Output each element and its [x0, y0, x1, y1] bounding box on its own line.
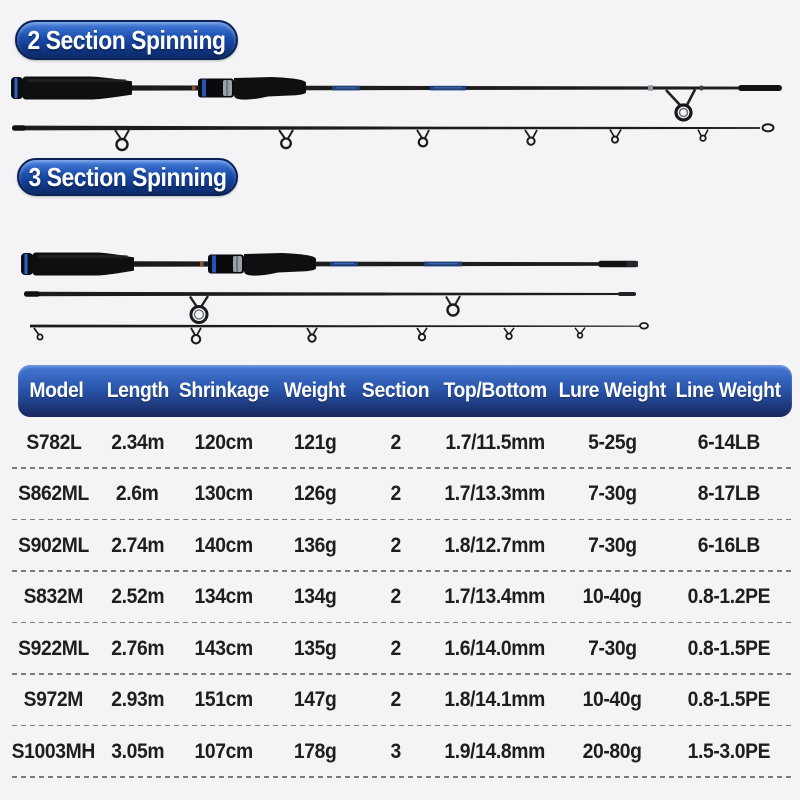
cell-top-bottom: 1.9/14.8mm	[444, 739, 546, 763]
cell-weight: 136g	[293, 533, 337, 557]
rod-middle-section	[24, 291, 636, 322]
cell-top-bottom: 1.6/14.0mm	[444, 636, 546, 660]
column-header-weight: Weight	[284, 379, 346, 402]
cell-line-weight: 1.5-3.0PE	[687, 739, 770, 763]
tip-top-guide	[640, 323, 648, 329]
butt-cap-blue-ring	[15, 78, 18, 98]
column-header-length: Length	[106, 379, 169, 402]
cell-top-bottom: 1.8/14.1mm	[444, 688, 546, 712]
rod-tip-section	[12, 124, 774, 150]
cell-lure-weight: 7-30g	[588, 482, 637, 506]
two-section-banner-label: 2 Section Spinning	[27, 24, 226, 55]
cell-shrinkage: 143cm	[194, 636, 254, 660]
cell-line-weight: 0.8-1.5PE	[687, 688, 770, 712]
cell-model: S862ML	[18, 482, 89, 506]
cell-model: S902ML	[18, 533, 89, 557]
cell-weight: 178g	[293, 739, 337, 763]
column-header-shrinkage: Shrinkage	[178, 379, 270, 402]
cell-top-bottom: 1.8/12.7mm	[444, 533, 546, 557]
cell-section: 2	[390, 482, 402, 506]
cell-shrinkage: 120cm	[194, 430, 254, 454]
cell-section: 3	[390, 739, 402, 763]
cell-length: 2.74m	[111, 533, 164, 557]
table-row	[12, 417, 792, 469]
cell-shrinkage: 107cm	[194, 739, 254, 763]
cell-line-weight: 8-17LB	[697, 482, 760, 506]
two-section-rod-image	[0, 66, 800, 158]
three-section-banner	[17, 158, 238, 196]
cell-length: 2.76m	[111, 636, 164, 660]
cell-lure-weight: 7-30g	[588, 533, 637, 557]
table-row	[12, 675, 792, 727]
cell-line-weight: 6-14LB	[697, 430, 760, 454]
rod-butt-section	[11, 77, 782, 121]
cell-lure-weight: 10-40g	[582, 688, 642, 712]
table-row	[12, 726, 792, 778]
cell-length: 2.93m	[111, 688, 164, 712]
cell-line-weight: 6-16LB	[697, 533, 760, 557]
cell-section: 2	[390, 533, 402, 557]
cell-weight: 135g	[293, 636, 337, 660]
cell-weight: 134g	[293, 585, 337, 609]
rod-guide	[666, 90, 695, 106]
table-row	[12, 469, 792, 521]
cell-model: S1003MH	[11, 739, 96, 763]
cell-section: 2	[390, 430, 402, 454]
cell-top-bottom: 1.7/11.5mm	[445, 430, 545, 454]
tip-top-guide	[763, 124, 774, 131]
fore-grip	[234, 77, 306, 100]
cell-weight: 147g	[293, 688, 337, 712]
rod-tip-section	[30, 323, 648, 343]
cell-shrinkage: 151cm	[194, 688, 254, 712]
table-row	[12, 572, 792, 624]
table-row	[12, 623, 792, 675]
cell-section: 2	[390, 585, 402, 609]
cell-shrinkage: 130cm	[194, 482, 254, 506]
column-header-line-weight: Line Weight	[675, 379, 782, 402]
cell-line-weight: 0.8-1.5PE	[687, 636, 770, 660]
cell-model: S832M	[23, 585, 84, 609]
column-header-top-bottom: Top/Bottom	[443, 379, 547, 402]
cell-section: 2	[390, 688, 402, 712]
table-header	[18, 365, 792, 417]
fore-grip	[244, 253, 316, 276]
cell-length: 2.6m	[116, 482, 159, 506]
cell-model: S782L	[25, 430, 82, 454]
three-section-banner-label: 3 Section Spinning	[28, 161, 227, 192]
rod-guides	[190, 296, 460, 323]
cell-model: S922ML	[18, 636, 89, 660]
cell-shrinkage: 134cm	[194, 585, 254, 609]
cell-lure-weight: 10-40g	[582, 585, 642, 609]
cell-top-bottom: 1.7/13.3mm	[444, 482, 546, 506]
cell-line-weight: 0.8-1.2PE	[687, 585, 770, 609]
cell-length: 3.05m	[111, 739, 164, 763]
two-section-banner	[15, 20, 238, 60]
table-row	[12, 520, 792, 572]
cell-section: 2	[390, 636, 402, 660]
column-header-lure-weight: Lure Weight	[558, 379, 667, 402]
cell-model: S972M	[23, 688, 84, 712]
cell-top-bottom: 1.7/13.4mm	[444, 585, 546, 609]
cell-length: 2.52m	[111, 585, 164, 609]
three-section-rod-image	[0, 240, 800, 352]
table-body	[12, 417, 792, 778]
rod-butt-section	[21, 253, 638, 276]
cell-lure-weight: 5-25g	[588, 430, 637, 454]
cell-length: 2.34m	[111, 430, 164, 454]
cell-lure-weight: 7-30g	[588, 636, 637, 660]
cell-weight: 121g	[293, 430, 337, 454]
butt-cap-blue-ring	[25, 254, 28, 274]
column-header-model: Model	[29, 379, 84, 402]
cell-shrinkage: 140cm	[194, 533, 254, 557]
cell-weight: 126g	[293, 482, 337, 506]
column-header-section: Section	[362, 379, 430, 402]
cell-lure-weight: 20-80g	[582, 739, 642, 763]
